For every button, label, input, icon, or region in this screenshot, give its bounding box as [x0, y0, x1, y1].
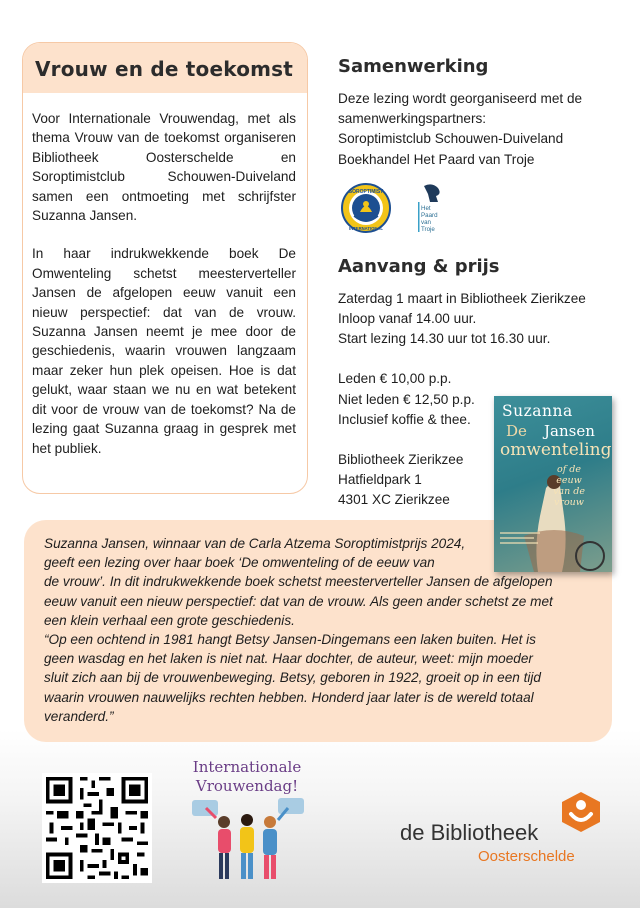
paard-logo-text: Paard — [421, 211, 438, 219]
soroptimist-logo — [340, 182, 392, 234]
samenwerking-line: samenwerkingspartners: — [338, 111, 487, 127]
quote-line: geeft een lezing over haar boek ‘De omwenteling of de eeuw van — [44, 555, 435, 571]
quote-line: geen wasdag en het laken is niet nat. Haar dochter, de auteur, weet: mijn moeder — [44, 651, 533, 667]
book-author-first: Suzanna — [502, 402, 573, 420]
bibliotheek-name: de Bibliotheek — [400, 820, 539, 845]
partner-logos — [340, 182, 628, 234]
intro-paragraph-1: Voor Internationale Vrouwendag, met als thema Vrouw van de toekomst organiseren Bibliotheek Oosterschelde en Soroptimistclub Schouwen-Duiveland samen een ontmoeting met schrijfster Suzanna Jansen. — [32, 111, 296, 224]
book-author-last: Jansen — [544, 422, 595, 440]
paard-logo-text: Troje — [421, 225, 435, 233]
price-line: Niet leden € 12,50 p.p. — [338, 391, 475, 407]
qr-code[interactable] — [42, 773, 152, 883]
price-line: Inclusief koffie & thee. — [338, 411, 471, 427]
book-title: omwenteling — [500, 440, 612, 460]
intro-panel — [22, 42, 308, 494]
intro-body — [23, 93, 307, 458]
paard-van-troje-logo — [410, 182, 450, 234]
vrouwendag-badge — [188, 758, 306, 898]
spacer — [338, 349, 628, 369]
quote-line: veranderd.” — [44, 708, 114, 724]
address-line: Bibliotheek Zierikzee — [338, 452, 464, 468]
intro-title: Vrouw en de toekomst — [35, 57, 294, 81]
quote-line: eeuw vanuit een nieuw perspectief: dat van de vrouw. Als geen ander schetst ze met — [44, 593, 553, 609]
samenwerking-line: Soroptimistclub Schouwen-Duiveland — [338, 131, 564, 147]
quote-line: waarin vrouwen nauwelijks rechten hebben. Honderd jaar later is de wereld totaal — [44, 689, 534, 705]
vrouwendag-title-line: Internationale — [192, 758, 302, 776]
quote-line: sluit zich aan bij de vrouwenbeweging. Betsy, geboren in 1922, groeit op in een tijd — [44, 670, 541, 686]
samenwerking-title: Samenwerking — [338, 56, 489, 77]
soroptimist-logo-text: SOROPTIMIST — [348, 188, 384, 195]
bibliotheek-icon — [560, 790, 602, 834]
paard-logo-text: van — [421, 218, 431, 226]
book-title-article: De — [506, 422, 527, 440]
book-subtitle-line: eeuw — [556, 475, 582, 486]
schedule-line: Start lezing 14.30 uur tot 16.30 uur. — [338, 331, 551, 347]
price-line: Leden € 10,00 p.p. — [338, 371, 452, 387]
aanvang-title: Aanvang & prijs — [338, 255, 500, 277]
book-subtitle-line: vrouw — [554, 497, 584, 508]
book-subtitle-line: van de — [553, 486, 585, 497]
address-line: Hatfieldpark 1 — [338, 472, 422, 488]
vrouwendag-title-line: Vrouwendag! — [195, 777, 299, 795]
bibliotheek-region: Oosterschelde — [478, 848, 575, 865]
women-illustration — [188, 796, 306, 896]
book-subtitle — [534, 464, 604, 508]
book-subtitle-line: of de — [557, 464, 581, 475]
schedule-line: Inloop vanaf 14.00 uur. — [338, 311, 477, 327]
intro-paragraph-2: In haar indrukwekkende boek De Omwenteling schetst meesterverteller Jansen de afgelopen eeuw vanuit een nieuw perspectief: dat van de vrouw. Suzanna Jansen neemt je mee door de geschiedenis, waarin vrouwen langzaam maar zeker hun plek opeisen. Hoe is dat gelukt, waar staan we nu en wat betekent dit voor de vrouw van de toekomst? Na de lezing gaat Suzanna graag in gesprek met het publiek. — [32, 246, 296, 456]
quote-line: “Op een ochtend in 1981 hangt Betsy Jansen-Dingemans een laken buiten. Het is — [44, 632, 536, 648]
address-line: 4301 XC Zierikzee — [338, 492, 450, 508]
schedule-line: Zaterdag 1 maart in Bibliotheek Zierikzee — [338, 290, 586, 306]
bibliotheek-logo — [398, 790, 608, 870]
paard-logo-text: Het — [421, 204, 431, 212]
quote-line: Suzanna Jansen, winnaar van de Carla Atzema Soroptimistprijs 2024, — [44, 536, 466, 551]
quote-line: een klein verhaal een grote geschiedenis. — [44, 612, 295, 628]
intro-header — [23, 43, 307, 93]
samenwerking-line: Boekhandel Het Paard van Troje — [338, 151, 535, 167]
samenwerking-line: Deze lezing wordt georganiseerd met de — [338, 91, 583, 106]
soroptimist-logo-text: INTERNATIONAL — [349, 225, 383, 231]
quote-line: de vrouw’. In dit indrukwekkende boek schetst meesterverteller Jansen de afgelopen — [44, 574, 553, 590]
book-cover — [494, 396, 612, 572]
